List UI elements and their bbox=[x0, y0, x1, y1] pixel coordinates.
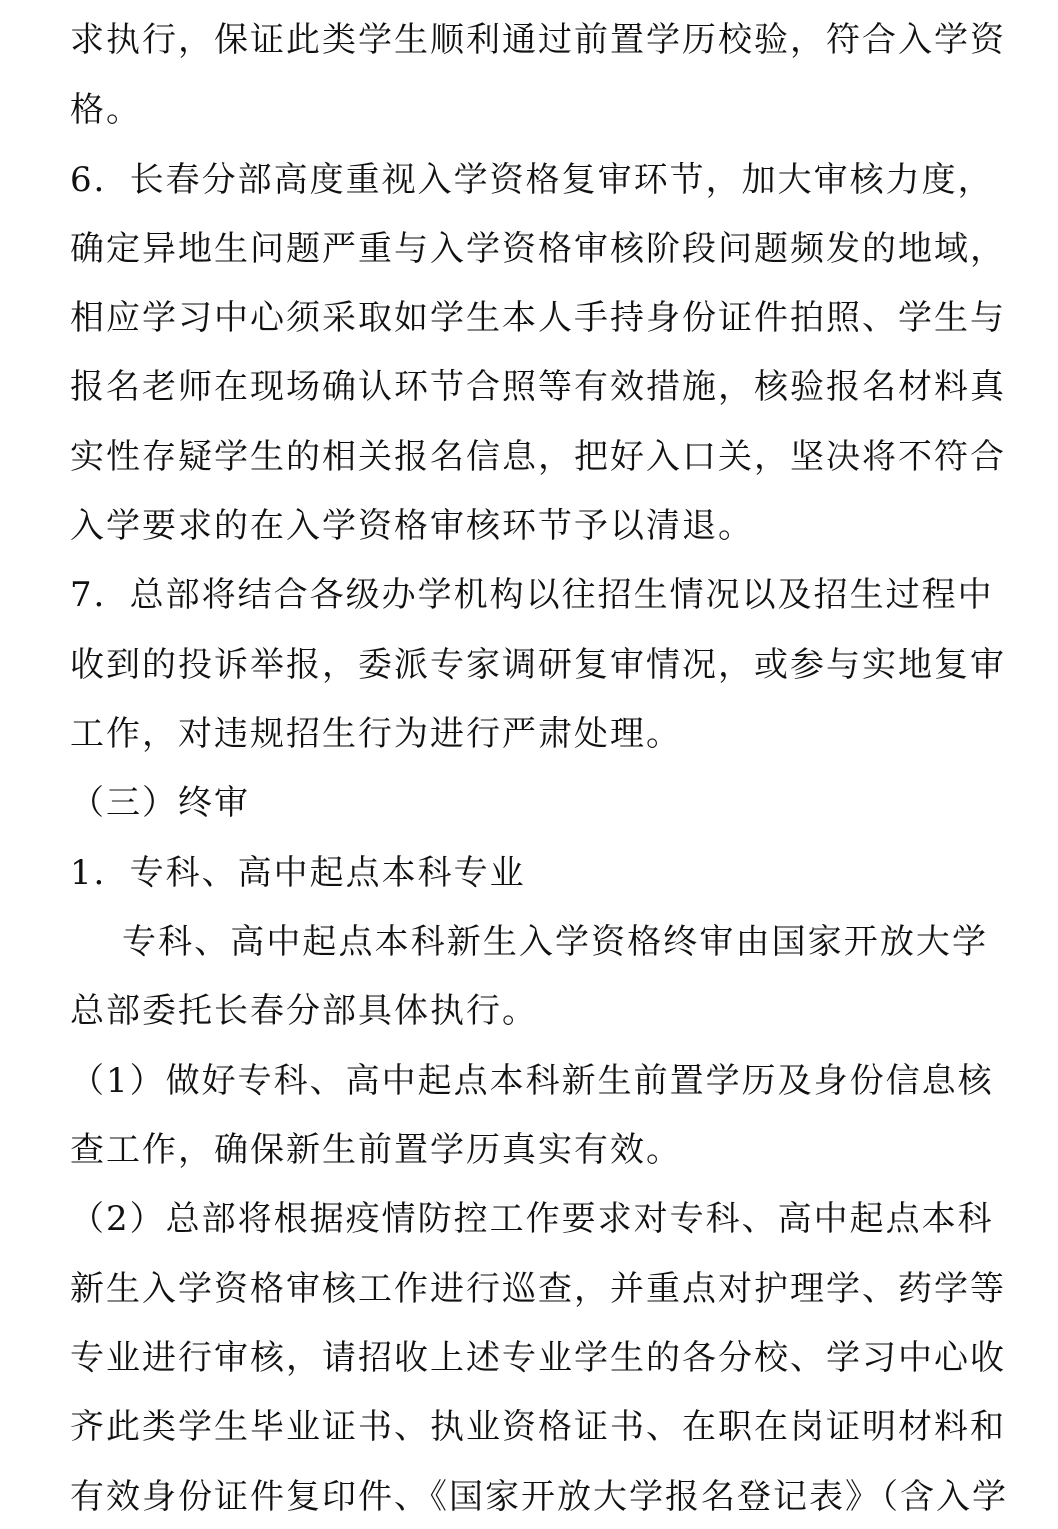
text-line: （2）总部将根据疫情防控工作要求对专科、高中起点本科 bbox=[70, 1199, 994, 1239]
text-line: 齐此类学生毕业证书、执业资格证书、在职在岗证明材料和 bbox=[70, 1407, 1006, 1447]
text-line: 相应学习中心须采取如学生本人手持身份证件拍照、学生与 bbox=[70, 298, 1006, 338]
section-heading: （三）终审 bbox=[70, 783, 250, 823]
text-line: 专业进行审核，请招收上述专业学生的各分校、学习中心收 bbox=[70, 1338, 1006, 1378]
text-line: 总部委托长春分部具体执行。 bbox=[70, 991, 538, 1031]
text-line: 实性存疑学生的相关报名信息，把好入口关，坚决将不符合 bbox=[70, 437, 1006, 477]
subsection-heading: 1．专科、高中起点本科专业 bbox=[70, 853, 526, 893]
text-line: 工作，对违规招生行为进行严肃处理。 bbox=[70, 714, 682, 754]
text-line: 收到的投诉举报，委派专家调研复审情况，或参与实地复审 bbox=[70, 645, 1006, 685]
text-line: 报名老师在现场确认环节合照等有效措施，核验报名材料真 bbox=[70, 367, 1006, 407]
text-line: 入学要求的在入学资格审核环节予以清退。 bbox=[70, 506, 754, 546]
text-line: 查工作，确保新生前置学历真实有效。 bbox=[70, 1130, 682, 1170]
text-line: （1）做好专科、高中起点本科新生前置学历及身份信息核 bbox=[70, 1061, 994, 1101]
text-line: 专科、高中起点本科新生入学资格终审由国家开放大学 bbox=[122, 922, 988, 962]
text-line: 求执行，保证此类学生顺利通过前置学历校验，符合入学资 bbox=[70, 20, 1006, 60]
text-line: 有效身份证件复印件、《国家开放大学报名登记表》（含入学 bbox=[70, 1477, 1008, 1517]
text-line: 确定异地生问题严重与入学资格审核阶段问题频发的地域， bbox=[70, 229, 1006, 269]
text-line: 6．长春分部高度重视入学资格复审环节，加大审核力度， bbox=[70, 160, 994, 200]
text-line: 新生入学资格审核工作进行巡查，并重点对护理学、药学等 bbox=[70, 1269, 1006, 1309]
text-line: 7．总部将结合各级办学机构以往招生情况以及招生过程中 bbox=[70, 575, 994, 615]
text-line: 格。 bbox=[70, 90, 142, 130]
